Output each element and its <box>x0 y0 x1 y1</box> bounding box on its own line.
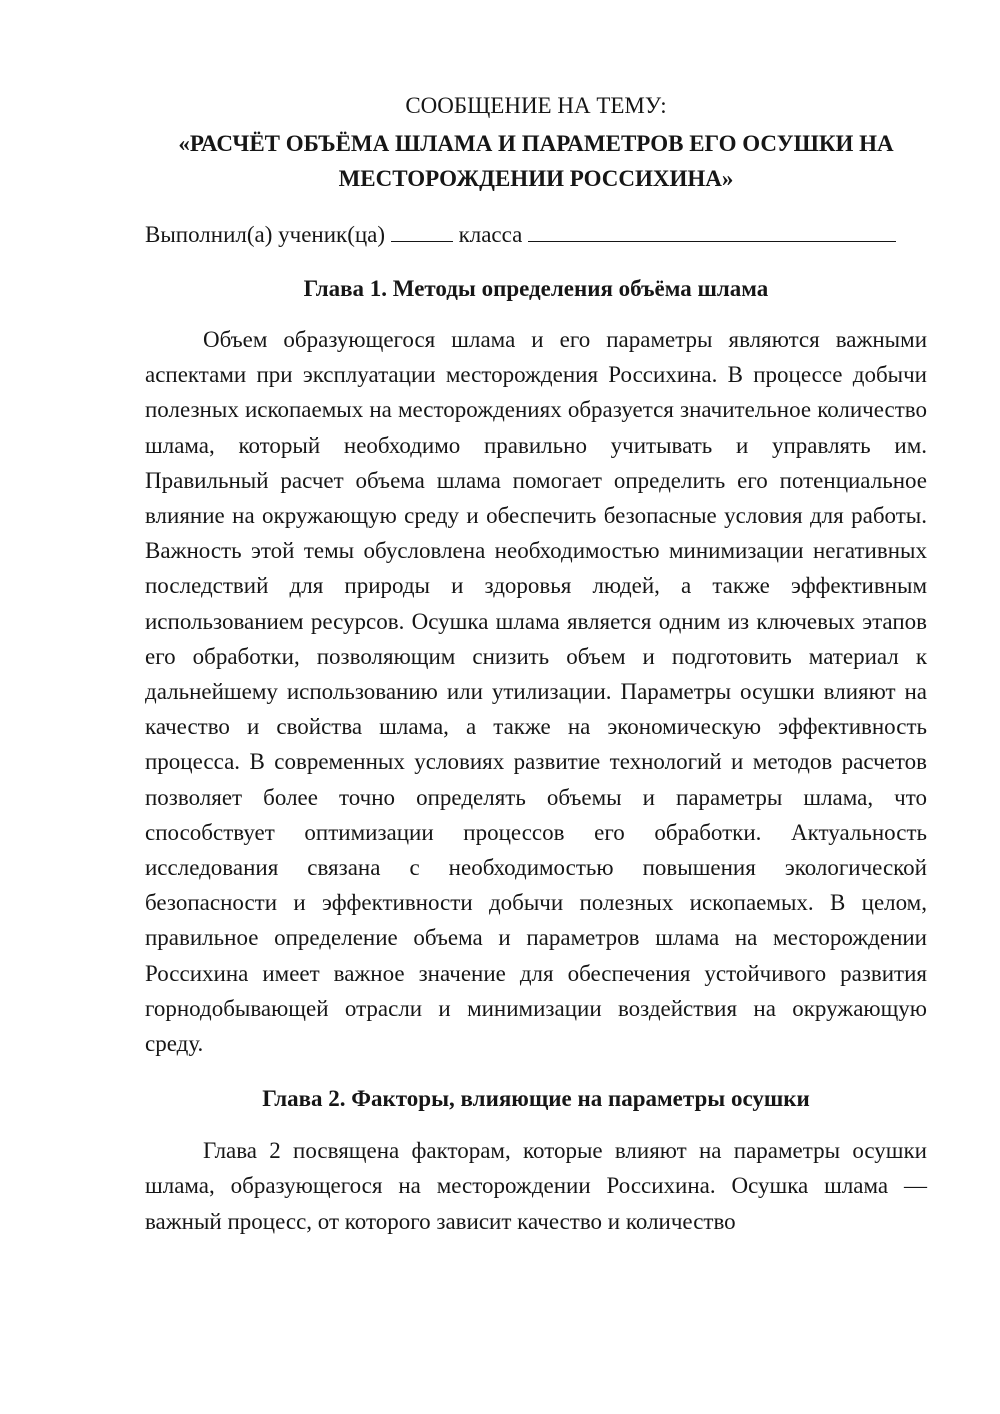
document-title <box>145 126 927 196</box>
chapter-2-heading: Глава 2. Факторы, влияющие на параметры осушки <box>262 1086 810 1112</box>
author-prefix: Выполнил(а) ученик(ца) <box>145 222 386 247</box>
class-number-blank <box>391 221 453 242</box>
student-name-blank <box>528 221 896 242</box>
document-title-line-1: «РАСЧЁТ ОБЪЁМА ШЛАМА И ПАРАМЕТРОВ ЕГО ОСУШКИ НА <box>178 131 894 156</box>
chapter-1-heading: Глава 1. Методы определения объёма шлама <box>303 276 769 301</box>
document-page <box>145 88 927 1239</box>
document-title-line-2: МЕСТОРОЖДЕНИИ РОССИХИНА» <box>338 166 734 191</box>
author-line <box>145 217 927 252</box>
author-class-label: класса <box>458 222 523 247</box>
chapter-2-paragraph: Глава 2 посвящена факторам, которые влияют на параметры осушки шлама, образующегося на месторождении Россихина. Осушка шлама — важный процесс, от которого зависит качество и количество <box>145 1138 927 1234</box>
document-header: СООБЩЕНИЕ НА ТЕМУ: <box>405 93 667 118</box>
chapter-1-paragraph: Объем образующегося шлама и его параметры являются важными аспектами при эксплуатации месторождения Россихина. В процессе добычи полезных ископаемых на месторождениях образуется значительное количество шлама, который необходимо правильно учитывать и управлять им. Правильный расчет объема шлама помогает определить его потенциальное влияние на окружающую среду и обеспечить безопасные условия для работы. Важность этой темы обусловлена необходимостью минимизации негативных последствий для природы и здоровья людей, а также эффективным использованием ресурсов. Осушка шлама является одним из ключевых этапов его обработки, позволяющим снизить объем и подготовить материал к дальнейшему использованию или утилизации. Параметры осушки влияют на качество и свойства шлама, а также на экономическую эффективность процесса. В современных условиях развитие технологий и методов расчетов позволяет более точно определять объемы и параметры шлама, что способствует оптимизации процессов его обработки. Актуальность исследования связана с необходимостью повышения экологической безопасности и эффективности добычи полезных ископаемых. В целом, правильное определение объема и параметров шлама на месторождении Россихина имеет важное значение для обеспечения устойчивого развития горнодобывающей отрасли и минимизации воздействия на окружающую среду. <box>145 327 927 1057</box>
